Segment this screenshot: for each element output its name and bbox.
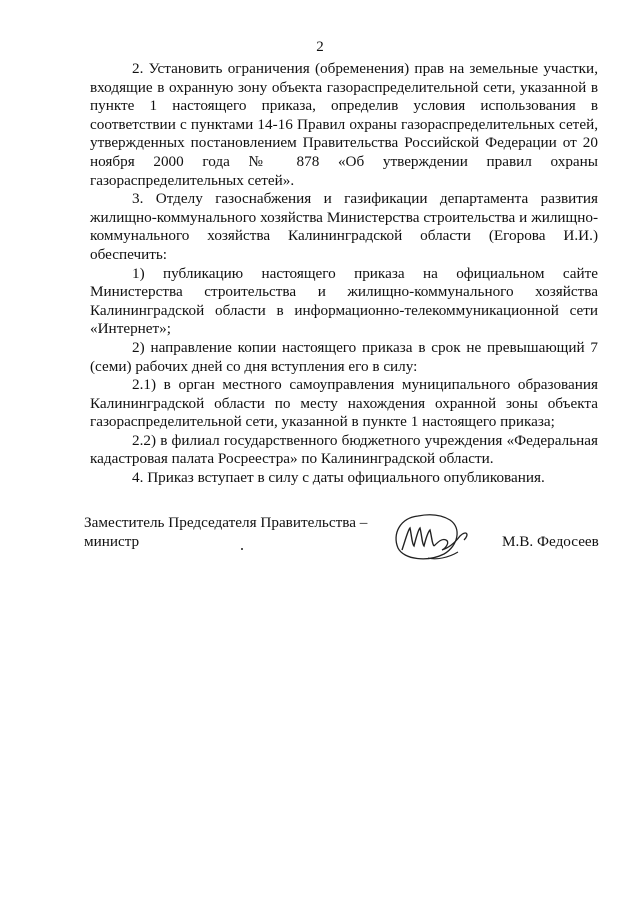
paragraph-subitem-2-2: 2.2) в филиал государственного бюджетного учреждения «Федеральная кадастровая палата Росреестра» по Калининградской области.	[90, 431, 598, 468]
signatory-position-line2: министр	[84, 533, 140, 550]
signatory-position-line1: Заместитель Председателя Правительства –	[84, 514, 368, 531]
paragraph-subitem-2-1: 2.1) в орган местного самоуправления муниципального образования Калининградской области по месту нахождения охранной зоны объекта газораспределительной сети, указанной в пункте 1 настоящего приказа;	[90, 376, 598, 431]
scan-speck	[241, 548, 243, 550]
paragraph-item-3: 3. Отделу газоснабжения и газификации департамента развития жилищно-коммунального хозяйства Министерства строительства и жилищно-коммунального хозяйства Калининградской области (Егорова И.И.) обеспечить:	[90, 190, 598, 263]
signatory-position	[84, 513, 384, 551]
document-body	[90, 60, 598, 488]
paragraph-subitem-1: 1) публикацию настоящего приказа на официальном сайте Министерства строительства и жилищно-коммунального хозяйства Калининградской области в информационно-телекоммуникационной сети «Интернет»;	[90, 264, 598, 338]
paragraph-item-4: 4. Приказ вступает в силу с даты официального опубликования.	[132, 469, 545, 487]
page-number: 2	[316, 39, 324, 55]
paragraph-item-2: 2. Установить ограничения (обременения) прав на земельные участки, входящие в охранную зону объекта газораспределительной сети, указанной в пункте 1 настоящего приказа, определив условия использования в соответствии с пунктами 14-16 Правил охраны газораспределительных сетей, утвержденных постановлением Правительства Российской Федерации от 20 ноября 2000 года № 878 «Об утверждении правил охраны газораспределительных сетей».	[90, 60, 598, 189]
signatory-name: М.В. Федосеев	[502, 533, 599, 550]
handwritten-signature	[388, 508, 474, 564]
paragraph-subitem-2: 2) направление копии настоящего приказа в срок не превышающий 7 (семи) рабочих дней со дня вступления его в силу:	[90, 338, 598, 375]
